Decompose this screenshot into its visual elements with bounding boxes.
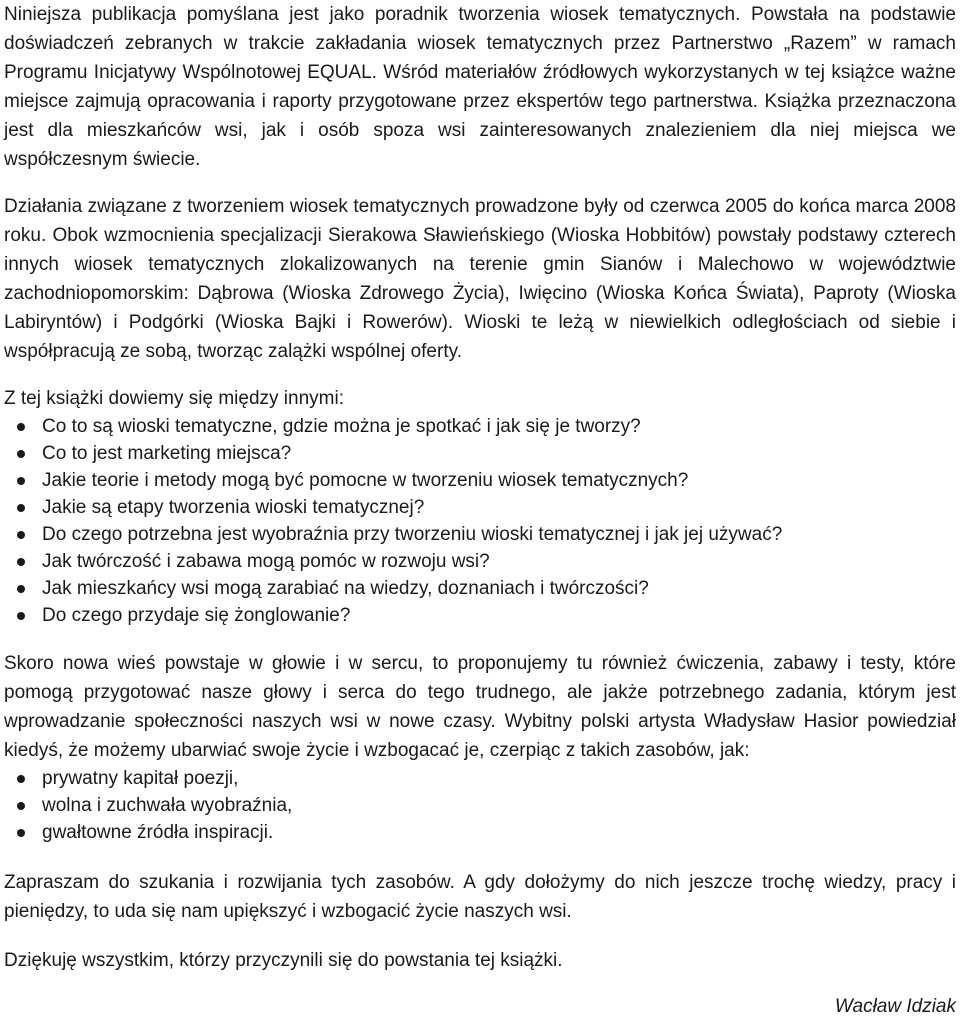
bullet-icon [17, 802, 25, 810]
list-item [4, 575, 956, 602]
activities-paragraph: Działania związane z tworzeniem wiosek tematycznych prowadzone były od czerwca 2005 do końca marca 2008 roku. Obok wzmocnienia specjalizacji Sierakowa Sławieńskiego (Wioska Hobbitów) powstały podstawy czterech innych wiosek tematycznych zlokalizowanych na terenie gmin Sianów i Malechowo w województwie zachodniopomorskim: Dąbrowa (Wioska Zdrowego Życia), Iwięcino (Wioska Końca Świata), Paproty (Wioska Labiryntów) i Podgórki (Wioska Bajki i Rowerów). Wioski te leżą w niewielkich odległościach od siebie i współpracują ze sobą, tworząc zalążki wspólnej oferty. [4, 196, 956, 362]
list-item-text: Co to jest marketing miejsca? [42, 443, 292, 464]
bullet-icon [17, 585, 25, 593]
bullet-icon [17, 558, 25, 566]
list-item [4, 440, 956, 467]
intro-paragraph: Niniejsza publikacja pomyślana jest jako poradnik tworzenia wiosek tematycznych. Powstała na podstawie doświadczeń zebranych w trakcie zakładania wiosek tematycznych przez Partnerstwo „Razem” w ramach Programu Inicjatywy Wspólnotowej EQUAL. Wśród materiałów źródłowych wykorzystanych w tej książce ważne miejsce zajmują opracowania i raporty przygotowane przez ekspertów tego partnerstwa. Książka przeznaczona jest dla mieszkańców wsi, jak i osób spoza wsi zainteresowanych znalezieniem dla niej miejsca we współczesnym świecie. [4, 4, 956, 170]
list-item [4, 521, 956, 548]
bullet-icon [17, 531, 25, 539]
author-signature: Wacław Idziak [834, 996, 956, 1017]
list-item-text: prywatny kapitał poezji, [42, 768, 239, 789]
invitation-paragraph: Zapraszam do szukania i rozwijania tych zasobów. A gdy dołożymy do nich jeszcze trochę wiedzy, pracy i pieniędzy, to uda się nam upiększyć i wzbogacić życie naszych wsi. [4, 872, 956, 922]
list-item [4, 765, 956, 792]
list-item-text: Jak mieszkańcy wsi mogą zarabiać na wiedzy, doznaniach i twórczości? [42, 578, 649, 599]
list-item [4, 819, 956, 846]
list-item [4, 602, 956, 629]
bullet-icon [17, 829, 25, 837]
list-item-text: Jakie są etapy tworzenia wioski tematycznej? [42, 497, 425, 518]
list-item [4, 494, 956, 521]
questions-intro: Z tej książki dowiemy się między innymi: [4, 388, 344, 409]
list-item-text: Co to są wioski tematyczne, gdzie można je spotkać i jak się je tworzy? [42, 416, 641, 437]
list-item [4, 413, 956, 440]
bullet-icon [17, 504, 25, 512]
document-page [4, 0, 956, 975]
list-item-text: Do czego potrzebna jest wyobraźnia przy tworzeniu wioski tematycznej i jak jej używać? [42, 524, 783, 545]
list-item [4, 548, 956, 575]
exercises-paragraph: Skoro nowa wieś powstaje w głowie i w sercu, to proponujemy tu również ćwiczenia, zabawy i testy, które pomogą przygotować nasze głowy i serca do tego trudnego, ale jakże potrzebnego zadania, którym jest wprowadzanie społeczności naszych wsi w nowe czasy. Wybitny polski artysta Władysław Hasior powiedział kiedyś, że możemy ubarwiać swoje życie i wzbogacać je, czerpiąc z takich zasobów, jak: [4, 653, 956, 761]
list-item-text: Jak twórczość i zabawa mogą pomóc w rozwoju wsi? [42, 551, 490, 572]
list-item [4, 467, 956, 494]
bullet-icon [17, 612, 25, 620]
bullet-icon [17, 775, 25, 783]
list-item-text: wolna i zuchwała wyobraźnia, [42, 795, 293, 816]
thanks-paragraph: Dziękuję wszystkim, którzy przyczynili się do powstania tej książki. [4, 950, 563, 971]
list-item-text: Do czego przydaje się żonglowanie? [42, 605, 351, 626]
resources-list [4, 765, 956, 846]
list-item-text: Jakie teorie i metody mogą być pomocne w tworzeniu wiosek tematycznych? [42, 470, 689, 491]
list-item [4, 792, 956, 819]
questions-list [4, 413, 956, 629]
bullet-icon [17, 450, 25, 458]
bullet-icon [17, 477, 25, 485]
list-item-text: gwałtowne źródła inspiracji. [42, 822, 274, 843]
bullet-icon [17, 423, 25, 431]
